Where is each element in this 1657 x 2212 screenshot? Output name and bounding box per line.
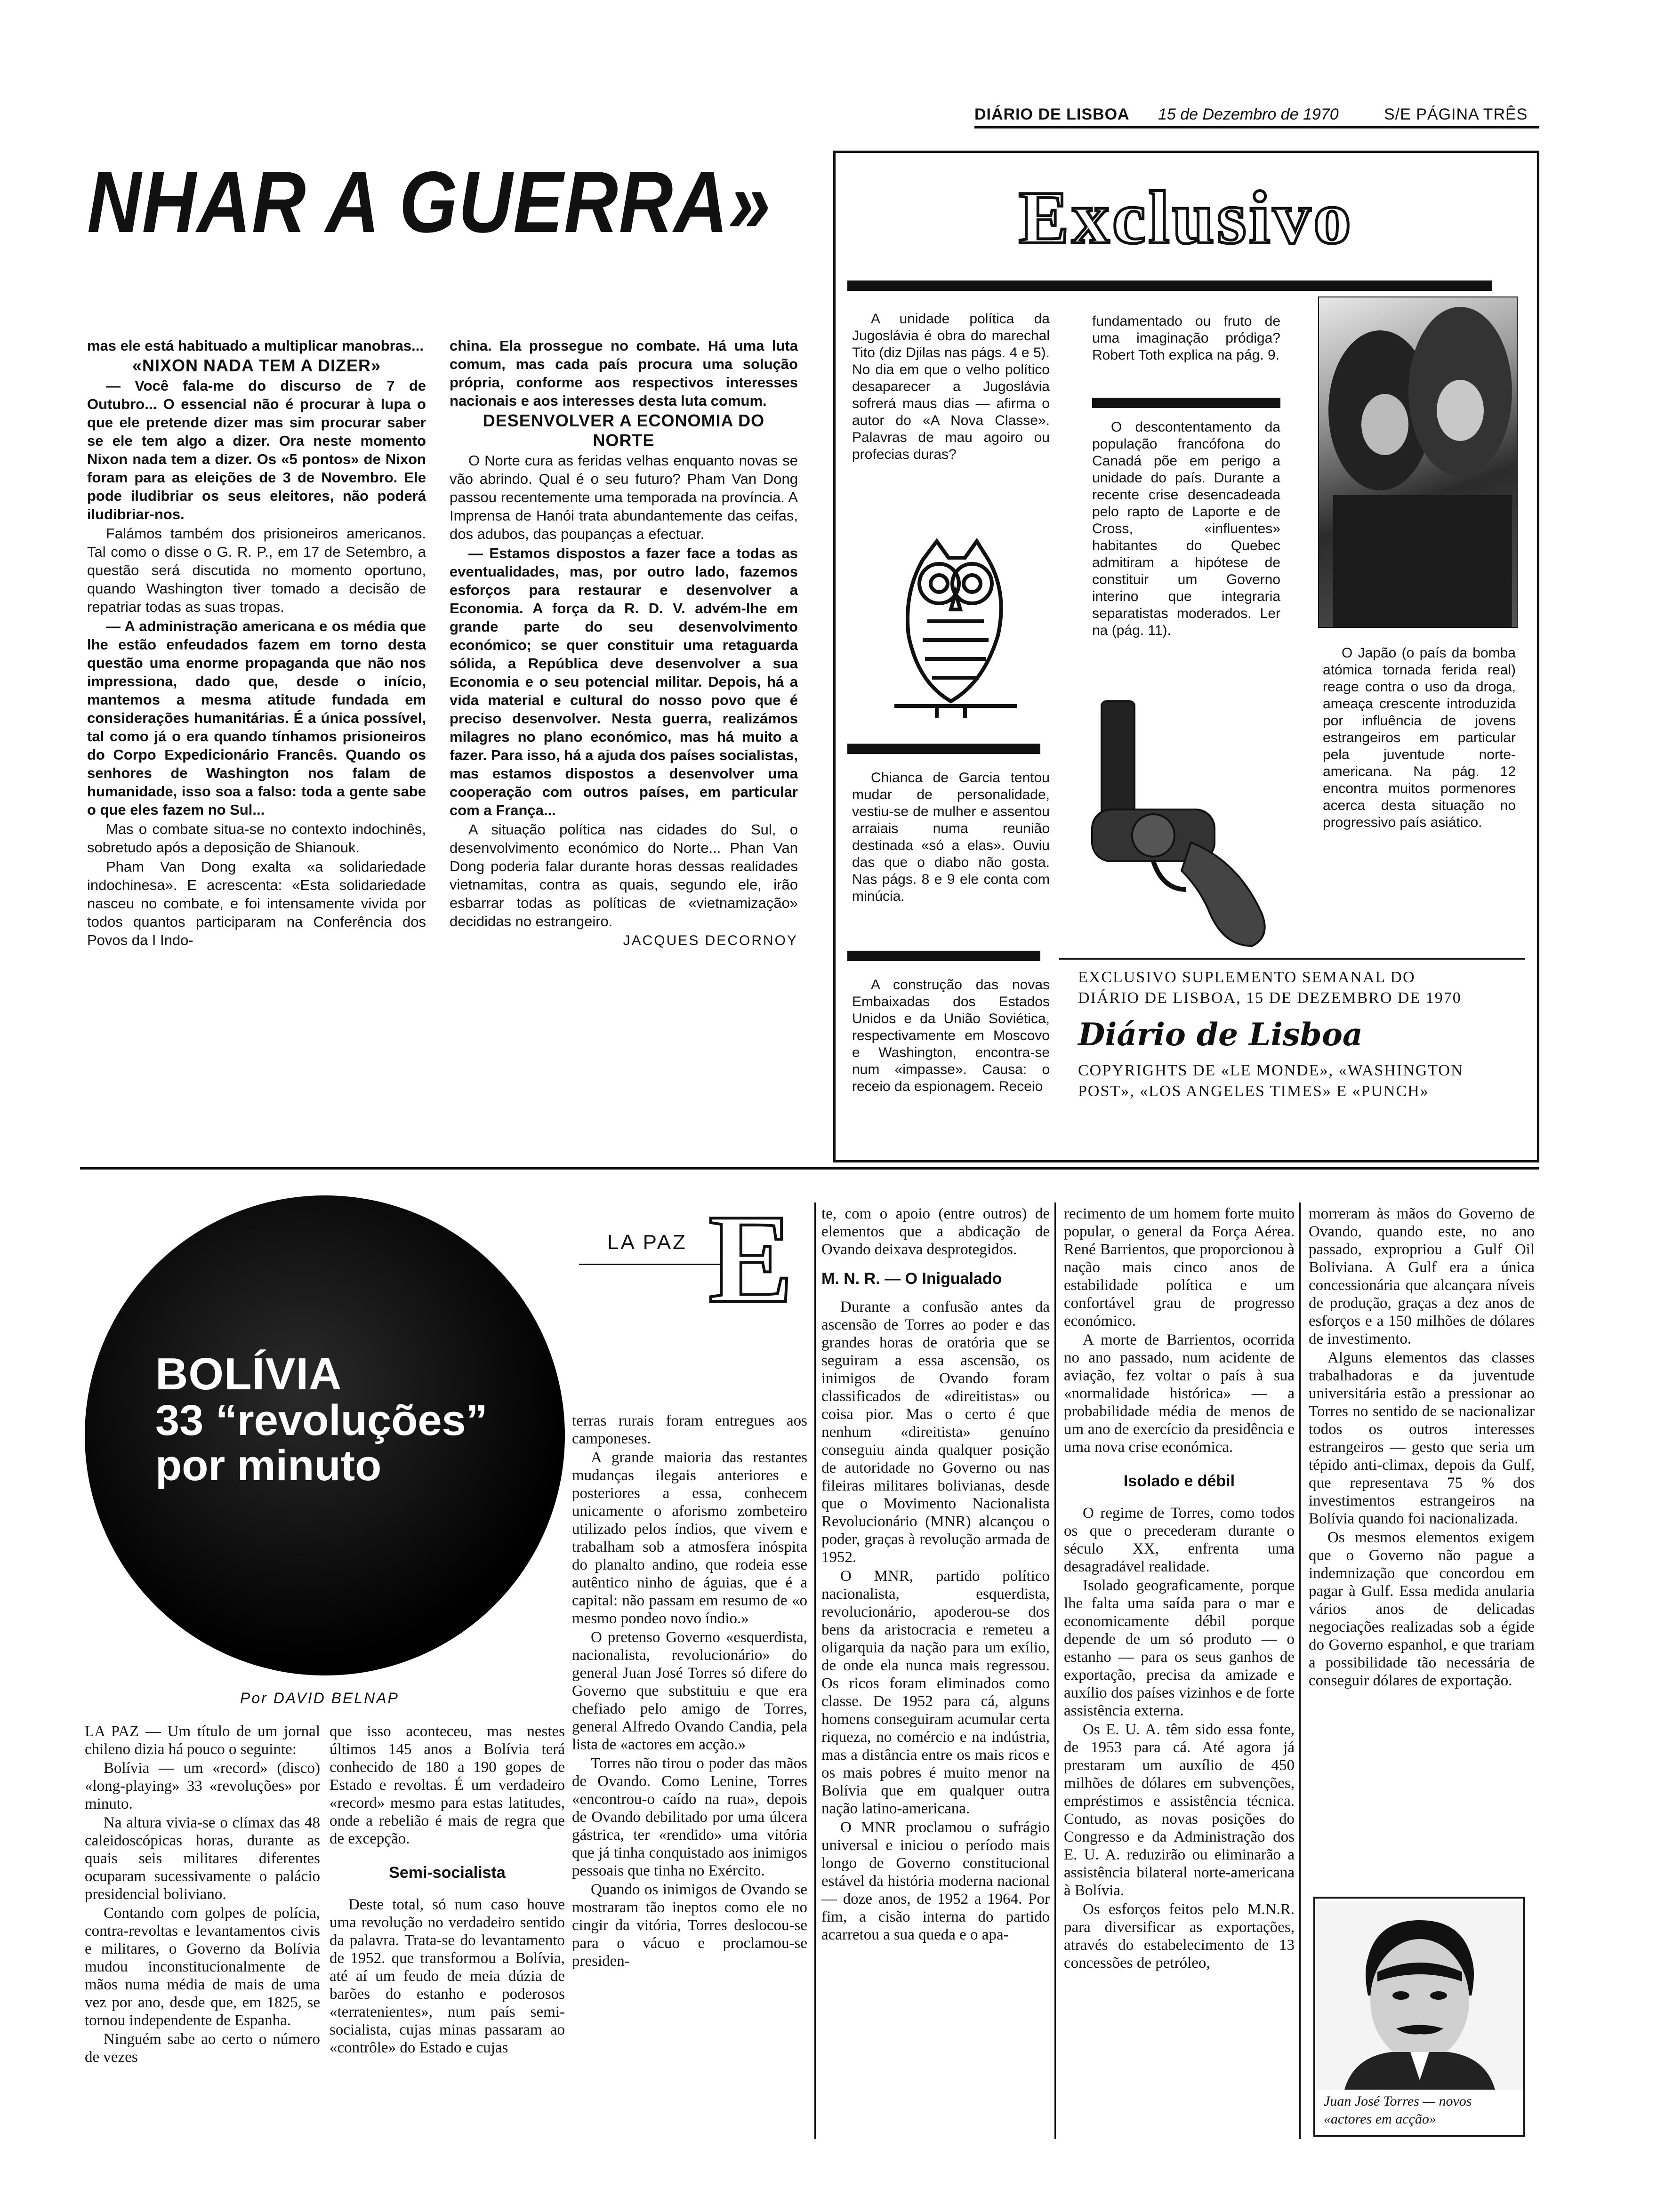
newspaper-name: DIÁRIO DE LISBOA <box>974 105 1130 123</box>
exclusivo-item-jugoslavia <box>852 311 1050 463</box>
subheading: M. N. R. — O Inigualado <box>821 1270 1002 1288</box>
footer-line: COPYRIGHTS DE «LE MONDE», «WASHINGTON <box>1078 1062 1464 1079</box>
paragraph: fundamentado ou fruto de uma imaginação pródiga? Robert Toth explica na pág. 9. <box>1092 313 1280 363</box>
bolivia-column-4 <box>821 1205 1050 1945</box>
owl-illustration <box>866 532 1036 720</box>
paragraph: — Estamos dispostos a fazer face a todas as eventualidades, mas, por outro lado, fazemos esforços para restaurar e desenvolver a Economia. A força da R. D. V. advém-lhe em grande parte do seu desenvolvimento económico; se quer constituir uma retaguarda sólida, a República deve desenvolver a sua Economia e o seu potencial militar. Depois, há a vida material e cultural do nosso povo que é preciso desenvolver. Nesta guerra, realizámos milagres no plano económico, mas há muito a fazer. Para isso, há a ajuda dos países socialistas, mas estamos dispostos a desenvolver uma cooperação com outros países, em particular com a França... <box>450 545 798 818</box>
bolivia-title <box>155 1351 532 1488</box>
bolivia-column-2 <box>330 1723 565 2058</box>
paragraph: Os E. U. A. têm sido essa fonte, de 1953 para cá. Até agora já prestaram um auxílio de 450 milhões de dólares em subvenções, empréstimos e assistência técnica. Contudo, as novas posições do Congresso e da Administração dos E. U. A. reduzirão ou eliminarão a assistência bilateral norte-americana à Bolívia. <box>1064 1721 1295 1899</box>
paragraph: Mas o combate situa-se no contexto indochinês, sobretudo após a deposição de Shianouk. <box>87 821 426 856</box>
paragraph: Na altura vivia-se o clímax das 48 caleidoscópicas horas, durante as quais seis militares diferentes ocuparam sucessivamente o palácio presidencial boliviano. <box>85 1814 320 1903</box>
issue-date: 15 de Dezembro de 1970 <box>1158 105 1339 123</box>
black-bar <box>847 281 1492 291</box>
header-rule <box>974 126 1539 128</box>
photo-youths <box>1318 297 1518 628</box>
signature: JACQUES DECORNOY <box>623 933 798 948</box>
headline: NHAR A GUERRA» <box>87 154 772 251</box>
revolver-illustration <box>1083 692 1285 955</box>
article-column-2 <box>450 337 798 951</box>
bolivia-column-6 <box>1309 1205 1535 1691</box>
paragraph: recimento de um homem forte muito popular, o general da Força Aérea. René Barrientos, que proporcionou à nação mais cinco anos de estabilidade política e um confortável grau de progresso económico. <box>1064 1205 1295 1330</box>
byline: Por DAVID BELNAP <box>240 1690 399 1707</box>
footer-line: DIÁRIO DE LISBOA, 15 DE DEZEMBRO DE 1970 <box>1078 989 1462 1007</box>
page-number: S/E PÁGINA TRÊS <box>1384 105 1528 123</box>
paragraph: Deste total, só num caso houve uma revolução no verdadeiro sentido da palavra. Trata-se do levantamento de 1952. que transformou a Bolívia, até aí um feudo de meia dúzia de barões do estanho e poderosos «terratenientes», num país semi-socialista, cujas minas passaram ao «contrôle» do Estado e cujas <box>330 1896 565 2056</box>
big-initial: E <box>708 1188 794 1329</box>
paragraph: O regime de Torres, como todos os que o precederam durante o século XX, enfrenta uma desagradável realidade. <box>1064 1505 1295 1575</box>
bolivia-column-3 <box>572 1412 807 1971</box>
paragraph: O MNR proclamou o sufrágio universal e iniciou o período mais longo de Governo constitucional estável da história moderna nacional — doze anos, de 1952 a 1964. Por fim, a cisão interna do partido acarretou a sua queda e o apa- <box>821 1819 1050 1943</box>
paragraph: O descontentamento da população francófona do Canadá põe em perigo a unidade do país. Durante a recente crise desencadeada pelo rapto de Laporte e de Cross, «influentes» habitantes do Quebec admitiram a hipótese de constituir um Governo interino que integraria separatistas moderados. Ler na (pág. 11). <box>1092 419 1280 638</box>
paragraph: LA PAZ — Um título de um jornal chileno dizia há pouco o seguinte: <box>85 1723 320 1758</box>
torres-portrait <box>1316 1901 1523 2090</box>
paragraph: A grande maioria das restantes mudanças ilegais anteriores e posteriores a essa, conhecem unicamente o aforismo zombeteiro utilizado pelos índios, que vivem e trabalham sob a atmosfera inóspita do planalto andino, que rodeia esse autêntico ninho de águias, que é a capital: não passam em resumo de «o mesmo pondeo novo índio.» <box>572 1449 807 1627</box>
paragraph: O Norte cura as feridas velhas enquanto novas se vão abrindo. Qual é o seu futuro? Pham Van Dong passou recentemente uma temporada na província. A Imprensa de Hanói trata abundantemente das ceifas, dos adubos, das poupanças a efectuar. <box>450 452 798 542</box>
paragraph: A unidade política da Jugoslávia é obra do marechal Tito (diz Djilas nas págs. 4 e 5). No dia em que o velho político desaparecer a Jugoslávia sofrerá maus dias — afirma o autor do «A Nova Classe». Palavras de mau agoiro ou profecias duras? <box>852 311 1050 462</box>
paragraph: Isolado geograficamente, porque lhe falta uma saída para o mar e economicamente débil porque depende de um só produto — o estanho — para os seus ganhos de exportação, precisa da amizade e auxílio dos países vizinhos e de forte assistência externa. <box>1064 1577 1295 1719</box>
paragraph: — Você fala-me do discurso de 7 de Outubro... O essencial não é procurar à lupa o que ele pretende dizer mas sim procurar saber se ele tem algo a dizer. Ora neste momento Nixon nada tem a dizer. Os «5 pontos» de Nixon foram para as eleições de 3 de Novembro. Ele pode iludibriar os seus eleitores, não poderá iludibriar-nos. <box>87 377 426 522</box>
paragraph: Os mesmos elementos exigem que o Governo não pague a indemnização que concordou em pagar à Gulf. Essa medida anularia vários anos de delicadas negociações realizadas sob a égide do Governo espanhol, e que trariam a possibilidade tão necessária de conseguir dólares de exportação. <box>1309 1529 1535 1689</box>
paragraph: china. Ela prossegue no combate. Há uma luta comum, mas cada país procura uma solução própria, conforme aos respectivos interesses nacionais e aos interesses desta luta comum. <box>450 337 798 409</box>
subheading: «NIXON NADA TEM A DIZER» <box>132 356 381 375</box>
paragraph: Os esforços feitos pelo M.N.R. para diversificar as exportações, através do estabelecimento de 13 concessões de petróleo, <box>1064 1901 1295 1972</box>
paragraph: mas ele está habituado a multiplicar manobras... <box>87 337 424 354</box>
paragraph: Chianca de Garcia tentou mudar de personalidade, vestiu-se de mulher e assentou arraiais numa reunião destinada «só a elas». Ouviu das que o diabo não gosta. Nas págs. 8 e 9 ele conta com minúcia. <box>852 770 1050 904</box>
title-line: BOLÍVIA <box>155 1349 342 1399</box>
section-divider <box>80 1167 1539 1170</box>
black-bar <box>847 744 1040 754</box>
paragraph: A construção das novas Embaixadas dos Estados Unidos e da União Soviética, respectivamente em Moscovo e Washington, encontra-se num «impasse». Causa: o receio da espionagem. Receio <box>852 977 1050 1094</box>
paragraph: Pham Van Dong exalta «a solidariedade indochinesa». E acrescenta: «Esta solidariedade nasceu no combate, e foi intensamente vivida por todos quantos participaram na Conferência dos Povos da I Indo- <box>87 858 426 948</box>
footer-rule <box>1059 958 1525 960</box>
exclusivo-item-toth <box>1092 313 1280 364</box>
exclusivo-item-canada <box>1092 419 1280 639</box>
paragraph: Ninguém sabe ao certo o número de vezes <box>85 2031 320 2066</box>
torres-photo-frame <box>1313 1897 1525 2137</box>
paragraph: terras rurais foram entregues aos camponeses. <box>572 1412 807 1447</box>
diario-logo: Diário de Lisboa <box>1078 1016 1363 1053</box>
subheading: DESENVOLVER A ECONOMIA DO NORTE <box>483 411 765 450</box>
paragraph: Bolívia — um «record» (disco) «long-playing» 33 «revoluções» por minuto. <box>85 1760 320 1812</box>
column-rule <box>1299 1202 1301 2139</box>
subheading: Semi-socialista <box>389 1864 506 1882</box>
paragraph: O MNR, partido político nacionalista, esquerdista, revolucionário, apoderou-se dos bens da aristocracia e remeteu a oligarquia da nação para um exílio, de onde ela nunca mais regressou. Os ricos foram eliminados como classe. De 1952 para cá, alguns homens conseguiram acumular certa riqueza, no comércio e na indústria, mas a distância entre os mais ricos e os mais pobres é muito menor na Bolívia que em qualquer outra nação latino-americana. <box>821 1568 1050 1817</box>
paragraph: Quando os inimigos de Ovando se mostraram tão ineptos como ele no cingir da vitória, Torres deslocou-se para o vácuo e proclamou-se presiden- <box>572 1881 807 1970</box>
footer-line: EXCLUSIVO SUPLEMENTO SEMANAL DO <box>1078 969 1416 986</box>
footer-line: POST», «LOS ANGELES TIMES» E «PUNCH» <box>1078 1082 1429 1100</box>
photo-figures <box>1319 297 1517 627</box>
subheading: Isolado e débil <box>1123 1472 1235 1490</box>
black-bar <box>1092 398 1280 408</box>
exclusivo-title <box>833 174 1539 261</box>
exclusivo-footer <box>1078 967 1516 1102</box>
title-line: por minuto <box>155 1442 382 1490</box>
exclusivo-item-embaixadas <box>852 977 1050 1095</box>
paragraph: — A administração americana e os média que lhe estão enfeudados fazem em torno desta questão uma enorme propaganda que não nos impressiona, dado que, desde o início, mantemos a mesma atitude fundada em considerações humanitárias. É a única possível, tal como já o era quando tínhamos prisioneiros do Corpo Expedicionário Francês. Quando os senhores de Washington nos falam de humanidade, isso soa a falso: toda a gente sabe o que eles fazem no Sul... <box>87 618 426 818</box>
paragraph: Falámos também dos prisioneiros americanos. Tal como o disse o G. R. P., em 17 de Setembro, a questão será discutida no momento oportuno, quando Washington tiver tomado a decisão de repatriar todas as suas tropas. <box>87 525 426 615</box>
bolivia-column-1 <box>85 1723 320 2067</box>
paragraph: Contando com golpes de polícia, contra-revoltas e levantamentos civis e militares, o Governo da Bolívia mudou inconstitucionalmente de mãos numa média de mais de uma vez por ano, desde que, em 1825, se tornou independente de Espanha. <box>85 1905 320 2029</box>
column-rule <box>814 1202 816 2139</box>
exclusivo-item-chianca <box>852 769 1050 905</box>
exclusivo-item-japao <box>1323 645 1516 831</box>
paragraph: morreram às mãos do Governo de Ovando, quando este, no ano passado, expropriou a Gulf Oil Boliviana. A Gulf era a única concessionária que alcançara níveis de produção, graças a dez anos de esforços e a 150 milhões de dólares de investimento. <box>1309 1205 1535 1347</box>
paragraph: Torres não tirou o poder das mãos de Ovando. Como Lenine, Torres «encontrou-o caído na rua», depois de Ovando debilitado por uma úlcera gástrica, ter «rendido» uma vitória que já tinha conquistado aos inimigos pessoais que tinha no Exército. <box>572 1755 807 1879</box>
section-label: LA PAZ <box>607 1231 687 1254</box>
photo-caption: Juan José Torres — novos «actores em acção» <box>1324 2093 1472 2127</box>
paragraph: O Japão (o país da bomba atómica tornada ferida real) reage contra o uso da droga, ameaça crescente introduzida por influência de jovens estrangeiros em particular pela juventude norte-americana. Na pág. 12 encontra muitos pormenores acerca desta situação no progressivo país asiático. <box>1323 645 1516 830</box>
paragraph: A morte de Barrientos, ocorrida no ano passado, num acidente de aviação, fez voltar o país à sua «normalidade histórica» — a probabilidade média de menos de um ano de exercício da presidência e uma nova crise económica. <box>1064 1331 1295 1456</box>
paragraph: Durante a confusão antes da ascensão de Torres ao poder e das grandes horas de oratória que se seguiram a essa ascensão, os inimigos de Ovando foram classificados de «direitistas» ou coisa pior. Mas o certo é que nenhum «direitista» genuíno conseguiu ainda qualquer posição de autoridade no Governo ou nas fileiras militares bolivianas, desde que o Movimento Nacionalista Revolucionário (MNR) alcançou o poder, graças à revolução armada de 1952. <box>821 1298 1050 1566</box>
label-rule <box>579 1264 725 1265</box>
paragraph: Alguns elementos das classes trabalhadoras e da juventude universitária estão a pressionar ao Torres no sentido de se nacionalizar todos os outros interesses estrangeiros — gesto que seria um tépido anti-climax, depois da Gulf, que representava 75 % dos investimentos estrangeiros na Bolívia quando foi nacionalizada. <box>1309 1349 1535 1527</box>
article-column-1 <box>87 337 426 950</box>
black-bar <box>847 951 1040 961</box>
paragraph: O pretenso Governo «esquerdista, nacionalista, revolucionário» do general Juan José Torres só difere do Governo que substituiu e que era chefiado pelo amigo de Torres, general Alfredo Ovando Candia, pela lista de «actores em acção.» <box>572 1629 807 1753</box>
bolivia-column-5 <box>1064 1205 1295 1973</box>
paragraph: te, com o apoio (entre outros) de elementos que a abdicação de Ovando deixava desprotegidos. <box>821 1205 1050 1258</box>
column-rule <box>1054 1202 1056 2139</box>
paragraph: que isso aconteceu, mas nestes últimos 145 anos a Bolívia terá conhecido de 180 a 190 gopes de Estado e revoltas. É um verdadeiro «record» mesmo para estas latitudes, onde a rebelião é mais de regra que de excepção. <box>330 1723 565 1847</box>
paragraph: A situação política nas cidades do Sul, o desenvolvimento económico do Norte... Phan Van Dong poderia falar durante horas dessas realidades vietnamitas, contra as quais, segundo ele, irão esbarrar todas as políticas de «vietnamização» decididas no estrangeiro. <box>450 821 798 930</box>
page-header <box>974 104 1539 127</box>
exclusivo-title-text: Exclusivo <box>1019 176 1354 259</box>
title-line: 33 “revoluções” <box>155 1396 488 1444</box>
